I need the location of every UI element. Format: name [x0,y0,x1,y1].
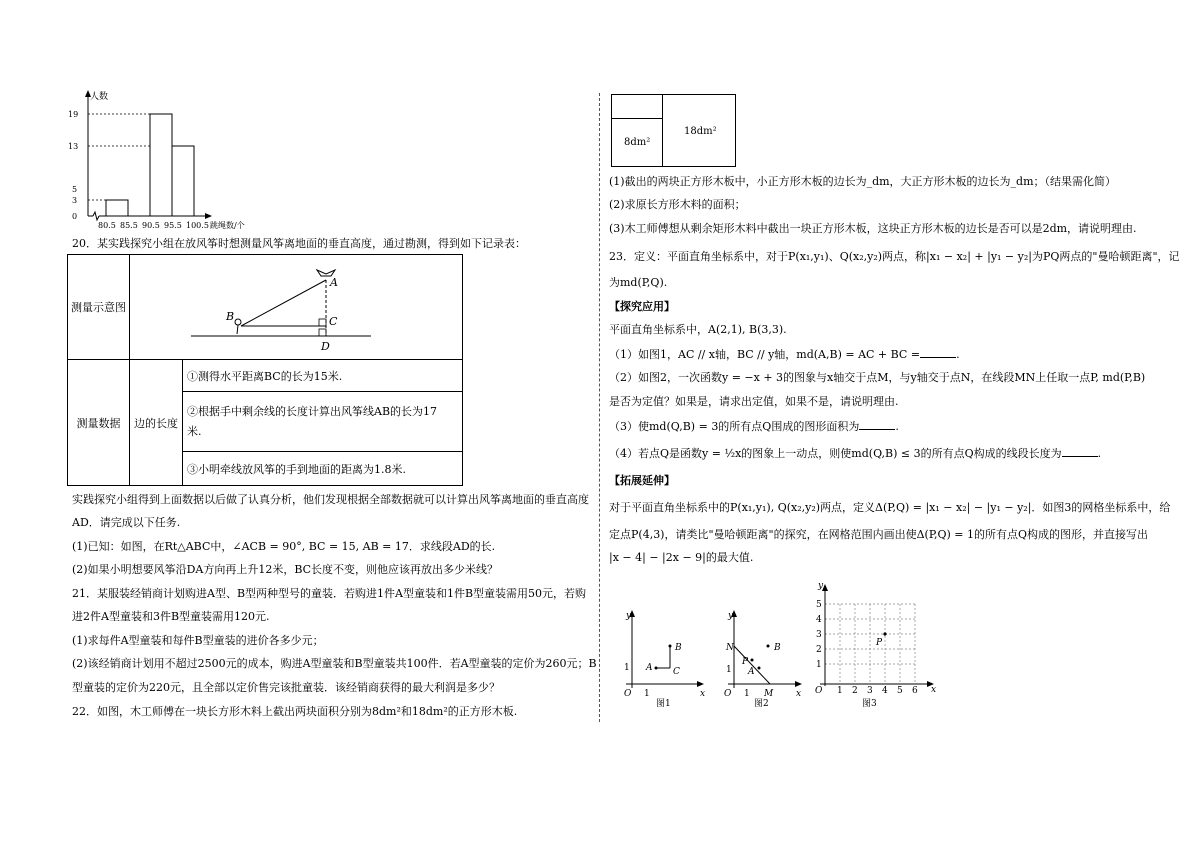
q22-line-2: (1)截出的两块正方形木板中，小正方形木板的边长为_dm，大正方形木板的边长为_dm；（结果需化简） [609,175,1117,188]
row-label-data: 测量数据 [68,360,130,486]
svg-text:y: y [626,611,632,621]
big-square-label: 18dm² [684,126,717,137]
figure-1 [618,608,710,708]
svg-text:A: A [646,663,653,673]
svg-text:3: 3 [867,686,873,696]
label-A: A [330,276,338,289]
answer-blank-1[interactable] [920,347,956,358]
q23-a1: （1）如图1，AC // x轴，BC // y轴，md(A,B) = AC + BC = . [609,348,960,361]
label-D: D [321,340,330,353]
q22-line-1: 22．如图，木工师傅在一块长方形木料上截出两块面积分别为8dm²和18dm²的正方形木板. [72,705,518,718]
label-C: C [329,315,338,328]
svg-text:5: 5 [816,600,822,610]
q23-a1-text: （1）如图1，AC // x轴，BC // y轴，md(A,B) = AC + BC = [609,348,921,361]
histogram-y-title: 人数 [90,92,109,102]
q21-line-5: 型童装的定价为220元，且全部以定价售完该批童装．该经销商获得的最大利润是多少？ [72,681,500,694]
figure-2-caption: 图2 [754,699,769,708]
q23-def-2: 为md(P,Q). [609,276,668,289]
svg-text:1: 1 [744,689,750,699]
svg-text:x: x [796,689,802,699]
y-tick-19: 19 [68,110,79,119]
data-2 [183,392,463,452]
svg-text:A: A [748,667,755,677]
svg-text:B: B [774,643,781,653]
q21-line-2: 进2件A型童装和3件B型童装需用120元. [72,610,270,623]
q20-after-2: AD．请完成以下任务. [72,516,181,529]
data-2-line2: 米. [187,424,202,438]
q20-task-2: (2)如果小明想要风筝沿DA方向再上升12米，BC长度不变，则他应该再放出多少米线？ [72,563,499,576]
svg-text:1: 1 [644,689,650,699]
q23-a4: （4）若点Q是函数y = ½x的图象上一动点，则使md(Q,B) ≤ 3的所有点Q构成的线段长度为 . [609,447,1102,460]
x-tick-100-5: 100.5 [186,221,209,230]
svg-text:x: x [700,689,706,699]
answer-blank-3[interactable] [859,419,895,430]
svg-text:P: P [876,638,883,648]
histogram-x-title: 跳绳数/个 [210,221,245,230]
svg-text:4: 4 [816,615,822,625]
data-3: ③小明牵线放风筝的手到地面的距离为1.8米. [183,452,463,486]
svg-text:2: 2 [852,686,858,696]
q23-a4-text: （4）若点Q是函数y = ½x的图象上一动点，则使md(Q,B) ≤ 3的所有点Q构成的线段长度为 [609,447,1062,460]
y-tick-3: 3 [72,196,78,205]
small-square [612,119,663,166]
q23-a2b: 是否为定值？如果是，请求出定值，如果不是，请说明理由. [609,395,899,408]
svg-text:5: 5 [897,686,903,696]
small-square-label: 8dm² [624,137,651,148]
x-tick-95-5: 95.5 [164,221,182,230]
svg-text:C: C [673,667,680,677]
svg-text:1: 1 [816,660,822,670]
q23-heading-extend: 【拓展延伸】 [609,474,675,487]
person-icon [235,319,241,325]
figure-3-grid [806,580,946,708]
row-label-length: 边的长度 [130,360,183,486]
svg-text:O: O [624,689,632,699]
y-tick-5: 5 [72,185,78,194]
figure-2 [718,608,810,708]
q23-def-1: 23．定义：平面直角坐标系中，对于P(x₁,y₁)、Q(x₂,y₂)两点，称|x₁ − x₂| + |y₁ − y₂|为PQ两点的"曼哈顿距离"，记 [609,250,1180,263]
q20-after-1: 实践探究小组得到上面数据以后做了认真分析，他们发现根据全部数据就可以计算出风筝离地面的垂直高度 [72,493,589,506]
svg-text:O: O [724,689,732,699]
y-tick-13: 13 [68,142,79,151]
q23-heading-explore: 【探究应用】 [609,300,675,313]
svg-text:y: y [818,581,824,591]
svg-text:y: y [728,611,734,621]
q23-a2: （2）如图2，一次函数y = −x + 3的图象与x轴交于点M，与y轴交于点N，在线段MN上任取一点P, md(P,B) [609,371,1146,384]
svg-text:1: 1 [726,665,732,675]
kite-diagram [131,256,461,358]
bar-90-95 [150,114,172,216]
q21-line-3: (1)求每件A型童装和每件B型童装的进价各多少元； [72,634,324,647]
svg-text:N: N [726,643,734,653]
svg-text:1: 1 [624,663,630,673]
row-label-diagram: 测量示意图 [68,255,130,360]
leftover-strip [612,95,663,119]
histogram-chart [60,88,260,234]
x-tick-80-5: 80.5 [98,221,116,230]
svg-text:x: x [931,685,937,695]
bar-95-100 [172,146,194,216]
point-P [883,632,886,635]
answer-blank-4[interactable] [1062,446,1098,457]
svg-text:4: 4 [882,686,888,696]
bar-80-85 [106,200,128,216]
svg-text:O: O [815,686,823,696]
measurement-table [67,254,463,486]
column-divider [599,93,600,722]
q23-a3-text: （3）使md(Q,B) = 3的所有点Q围成的图形面积为 [609,420,860,433]
data-2-line1: ②根据手中剩余线的长度计算出风筝线AB的长为17 [187,404,438,418]
svg-text:M: M [764,689,774,699]
q21-line-1: 21．某服装经销商计划购进A型、B型两种型号的童装．若购进1件A型童装和1件B型童装需用50元，若购 [72,587,587,600]
x-tick-85-5: 85.5 [120,221,138,230]
svg-text:P: P [742,657,749,667]
svg-text:3: 3 [816,630,822,640]
y-tick-0: 0 [72,212,78,221]
q23-points: 平面直角坐标系中，A(2,1), B(3,3). [609,323,787,336]
q23-e1: 对于平面直角坐标系中的P(x₁,y₁), Q(x₂,y₂)两点，定义Δ(P,Q) = |x₁ − x₂| − |y₁ − y₂|．如图3的网格坐标系中，给 [609,501,1171,514]
q20-task-1: (1)已知：如图，在Rt△ABC中，∠ACB = 90°, BC = 15, AB = 17．求线段AD的长. [72,540,496,553]
q23-a3: （3）使md(Q,B) = 3的所有点Q围成的图形面积为 . [609,420,899,433]
figure-1-caption: 图1 [656,699,671,708]
svg-text:6: 6 [912,686,918,696]
wood-board [611,94,736,167]
q23-e3: |x − 4| − |2x − 9|的最大值. [609,551,754,564]
svg-text:B: B [675,643,682,653]
svg-text:1: 1 [837,686,843,696]
figure-3-caption: 图3 [862,699,877,708]
q22-line-3: (2)求原长方形木料的面积； [609,198,746,211]
q23-e2: 定点P(4,3)，请类比"曼哈顿距离"的探究，在网格范围内画出使Δ(P,Q) = 1的所有点Q构成的图形，并直接写出 [609,528,1149,541]
svg-text:2: 2 [816,645,822,655]
kite-diagram-cell [130,255,463,360]
q20-intro: 20．某实践探究小组在放风筝时想测量风筝离地面的垂直高度，通过勘测，得到如下记录表： [72,237,526,250]
data-1: ①测得水平距离BC的长为15米. [183,360,463,392]
q22-line-4: (3)木工师傅想从剩余矩形木料中截出一块正方形木板，这块正方形木板的边长是否可以是2dm，请说明理由. [609,222,1137,235]
x-tick-90-5: 90.5 [142,221,160,230]
q21-line-4: (2)该经销商计划用不超过2500元的成本，购进A型童装和B型童装共100件．若A型童装的定价为260元；B [72,657,597,670]
label-B: B [226,310,235,323]
